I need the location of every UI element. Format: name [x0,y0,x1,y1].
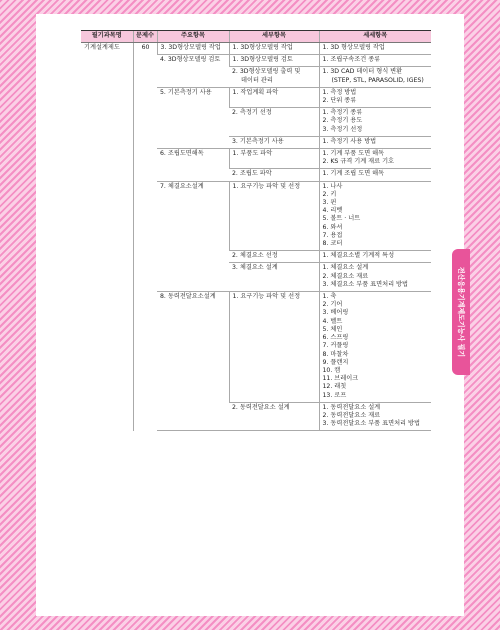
detail-line: 1. 축 [322,293,337,301]
question-count-cell: 60 [133,43,157,431]
sub-item-cell: 1. 3D형상모델링 검토 [229,55,319,67]
detail-line: 3. 핀 [322,199,337,207]
detail-line: 8. 마찰차 [322,350,349,358]
side-tab-label: 전산응용기계제도기능사 필기 [457,266,465,358]
sub-item-cell: 2. 체결요소 선정 [229,251,319,263]
detail-line: 1. 체결요소별 기계적 특성 [322,252,395,260]
exam-criteria-table [81,30,431,431]
detail-line: 4. 리벳 [322,207,343,215]
table-row [81,43,431,55]
detail-cell [319,169,431,181]
detail-line: 5. 체인 [322,325,343,333]
main-item-cell: 8. 동력전달요소설계 [157,292,229,431]
detail-cell [319,43,431,55]
detail-line: 4. 벨트 [322,317,343,325]
detail-cell [319,87,431,107]
detail-line: 1. 나사 [322,182,343,190]
detail-line: 2. 기어 [322,301,343,309]
header-sub: 세부항목 [229,31,319,43]
detail-cell [319,402,431,431]
sub-item-cell: 1. 요구기능 파악 및 선정 [229,181,319,251]
main-item-cell: 6. 조립도면해독 [157,149,229,182]
detail-line: 9. 플랜지 [322,358,349,366]
detail-line: 5. 볼트 · 너트 [322,215,361,223]
subject-name-cell: 기계설계제도 [84,44,120,51]
detail-line: 2. 키 [322,190,337,198]
detail-cell [319,251,431,263]
sub-item-cell: 2. 측정기 선정 [229,108,319,137]
detail-line: 1. 동력전달요소 설계 [322,403,381,411]
detail-line: 3. 동력전달요소 부품 표면처리 방법 [322,420,420,428]
sub-item-cell: 2. 조립도 파악 [229,169,319,181]
sub-item-cell: 1. 3D형상모델링 작업 [229,43,319,55]
detail-line: 3. 체결요소 부품 표면처리 방법 [322,280,408,288]
detail-line: 2. 동력전달요소 재료 [322,411,381,419]
table-header-row [81,31,431,43]
sub-item-cell: 3. 체결요소 설계 [229,263,319,292]
detail-cell [319,55,431,67]
sub-item-cell [229,67,319,87]
detail-line: 1. 측정기 종류 [322,109,363,117]
detail-cell [319,149,431,169]
detail-line: 2. 단위 종류 [322,97,357,105]
detail-line: (STEP, STL, PARASOLID, IGES) [331,76,424,84]
detail-line: 1. 측정 방법 [322,88,357,96]
header-subject: 필기과목명 [81,31,133,43]
detail-cell [319,67,431,87]
main-item-cell: 3. 3D형상모델링 작업 [157,43,229,55]
detail-line: 3. 측정기 선정 [322,125,363,133]
sub-item-line: 데이터 관리 [241,76,273,84]
main-item-cell: 5. 기본측정기 사용 [157,87,229,148]
main-item-cell: 4. 3D형상모델링 검토 [157,55,229,88]
detail-line: 1. 기계 조립 도면 해독 [322,170,385,178]
detail-line: 1. 체결요소 설계 [322,264,369,272]
detail-line: 2. KS 규격 기계 재료 기호 [322,158,395,166]
sub-item-line: 2. 3D형상모델링 출력 및 [232,68,301,76]
detail-cell [319,181,431,251]
header-detail: 세세항목 [319,31,431,43]
detail-line: 6. 와셔 [322,223,343,231]
detail-line: 7. 커플링 [322,342,349,350]
sub-item-cell: 3. 기본측정기 사용 [229,136,319,148]
detail-cell [319,108,431,137]
detail-line: 1. 측정기 사용 방법 [322,137,377,145]
detail-line: 1. 조립구속조건 종류 [322,56,381,64]
detail-line: 6. 스프링 [322,334,349,342]
detail-cell [319,136,431,148]
detail-line: 12. 래칫 [322,383,347,391]
detail-line: 7. 용접 [322,231,343,239]
detail-line: 1. 3D 형상모델링 작업 [322,44,385,51]
document-page [36,14,464,616]
main-item-cell: 7. 체결요소설계 [157,181,229,291]
detail-line: 11. 브레이크 [322,375,359,383]
header-main: 주요항목 [157,31,229,43]
detail-cell [319,292,431,403]
sub-item-cell: 2. 동력전달요소 설계 [229,402,319,431]
sub-item-cell: 1. 부품도 파악 [229,149,319,169]
detail-line: 8. 코터 [322,240,343,248]
sub-item-cell: 1. 작업계획 파악 [229,87,319,107]
detail-line: 2. 측정기 용도 [322,117,363,125]
detail-line: 2. 체결요소 재료 [322,272,369,280]
detail-line: 3. 베어링 [322,309,349,317]
side-chapter-tab [452,249,470,375]
sub-item-cell: 1. 요구기능 파악 및 선정 [229,292,319,403]
detail-line: 1. 3D CAD 데이터 형식 변환 [322,68,403,76]
header-count: 문제수 [133,31,157,43]
detail-cell [319,263,431,292]
detail-line: 13. 로프 [322,391,347,399]
detail-line: 1. 기계 부품 도면 해독 [322,150,385,158]
detail-line: 10. 캠 [322,366,341,374]
